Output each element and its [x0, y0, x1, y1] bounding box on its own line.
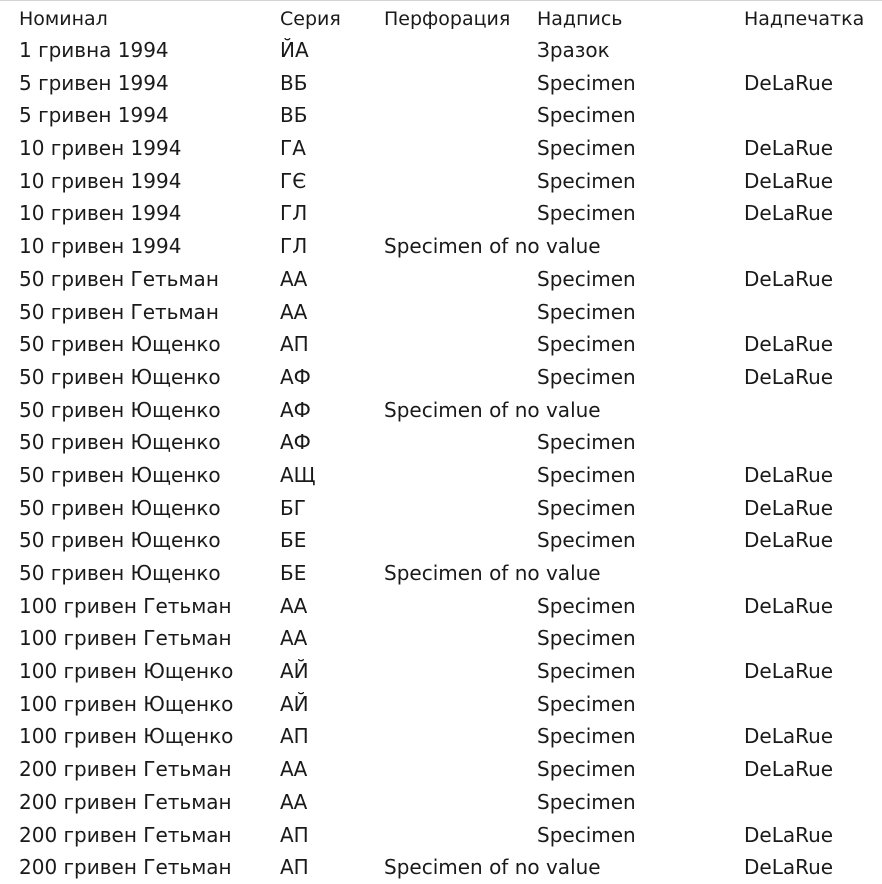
cell-nominal[interactable]: 50 гривен Ющенко — [19, 332, 221, 357]
cell-inscription[interactable]: Specimen — [537, 757, 636, 782]
cell-series[interactable]: АА — [280, 789, 308, 814]
cell-nominal[interactable]: 100 гривен Ющенко — [19, 691, 234, 716]
cell-inscription[interactable]: Specimen — [537, 103, 636, 128]
table-row — [0, 394, 882, 427]
cell-series[interactable]: АФ — [280, 364, 311, 389]
cell-overprint[interactable]: DeLaRue — [744, 528, 834, 553]
cell-series[interactable]: АА — [280, 593, 308, 618]
table-row — [0, 557, 882, 590]
cell-overprint[interactable]: DeLaRue — [744, 724, 834, 749]
cell-nominal[interactable]: 100 гривен Гетьман — [19, 593, 232, 618]
cell-overprint[interactable]: DeLaRue — [744, 495, 834, 520]
table-row — [0, 786, 882, 819]
cell-overprint[interactable]: DeLaRue — [744, 462, 834, 487]
header-series[interactable]: Серия — [280, 8, 341, 30]
cell-nominal[interactable]: 100 гривен Ющенко — [19, 724, 234, 749]
table-row — [0, 492, 882, 525]
cell-nominal[interactable]: 200 гривен Гетьман — [19, 855, 232, 880]
cell-nominal[interactable]: 10 гривен 1994 — [19, 201, 182, 226]
cell-nominal[interactable]: 50 гривен Гетьман — [19, 299, 219, 324]
cell-perforation[interactable]: Specimen of no value — [384, 855, 601, 880]
table-row — [0, 328, 882, 361]
cell-nominal[interactable]: 100 гривен Гетьман — [19, 626, 232, 651]
cell-inscription[interactable]: Specimen — [537, 528, 636, 553]
cell-overprint[interactable]: DeLaRue — [744, 266, 834, 291]
cell-nominal[interactable]: 200 гривен Гетьман — [19, 822, 232, 847]
cell-overprint[interactable]: DeLaRue — [744, 855, 834, 880]
table-row — [0, 67, 882, 100]
cell-series[interactable]: АП — [280, 332, 309, 357]
cell-inscription[interactable]: Specimen — [537, 332, 636, 357]
cell-series[interactable]: АЩ — [280, 462, 316, 487]
specimen-table — [0, 4, 882, 884]
cell-nominal[interactable]: 5 гривен 1994 — [19, 70, 169, 95]
cell-inscription[interactable]: Specimen — [537, 691, 636, 716]
table-row — [0, 459, 882, 492]
cell-nominal[interactable]: 50 гривен Ющенко — [19, 430, 221, 455]
table-body — [0, 34, 882, 884]
cell-overprint[interactable]: DeLaRue — [744, 70, 834, 95]
cell-inscription[interactable]: Specimen — [537, 495, 636, 520]
cell-series[interactable]: АЙ — [280, 659, 309, 684]
table-row — [0, 263, 882, 296]
cell-overprint[interactable]: DeLaRue — [744, 332, 834, 357]
cell-overprint[interactable]: DeLaRue — [744, 659, 834, 684]
table-row — [0, 197, 882, 230]
cell-series[interactable]: АФ — [280, 430, 311, 455]
table-row — [0, 622, 882, 655]
cell-inscription[interactable]: Specimen — [537, 659, 636, 684]
cell-overprint[interactable]: DeLaRue — [744, 201, 834, 226]
cell-series[interactable]: АА — [280, 299, 308, 324]
table-row — [0, 99, 882, 132]
cell-perforation[interactable]: Specimen of no value — [384, 397, 601, 422]
table-row — [0, 296, 882, 329]
cell-inscription[interactable]: Specimen — [537, 822, 636, 847]
table-row — [0, 655, 882, 688]
table-row — [0, 132, 882, 165]
table-row — [0, 753, 882, 786]
cell-nominal[interactable]: 50 гривен Ющенко — [19, 561, 221, 585]
header-perforation[interactable]: Перфорация — [384, 8, 511, 30]
cell-series[interactable]: ГЛ — [280, 201, 308, 226]
cell-inscription[interactable]: Specimen — [537, 462, 636, 487]
header-nominal[interactable]: Номинал — [19, 8, 108, 30]
header-inscription[interactable]: Надпись — [537, 8, 623, 30]
cell-inscription[interactable]: Specimen — [537, 593, 636, 618]
cell-series[interactable]: БГ — [280, 495, 306, 520]
cell-nominal[interactable]: 50 гривен Ющенко — [19, 364, 221, 389]
table-row — [0, 34, 882, 67]
table-row — [0, 688, 882, 721]
cell-nominal[interactable]: 10 гривен 1994 — [19, 234, 182, 259]
cell-series[interactable]: АА — [280, 757, 308, 782]
cell-inscription[interactable]: Specimen — [537, 626, 636, 651]
cell-nominal[interactable]: 50 гривен Ющенко — [19, 495, 221, 520]
table-header-row — [0, 4, 882, 34]
cell-inscription[interactable]: Зразок — [537, 38, 610, 62]
table-row — [0, 165, 882, 198]
cell-nominal[interactable]: 50 гривен Ющенко — [19, 462, 221, 487]
table-row — [0, 230, 882, 263]
cell-inscription[interactable]: Specimen — [537, 136, 636, 161]
cell-nominal[interactable]: 10 гривен 1994 — [19, 136, 182, 161]
cell-series[interactable]: ГЛ — [280, 234, 308, 259]
cell-series[interactable]: АП — [280, 855, 309, 880]
cell-series[interactable]: АП — [280, 724, 309, 749]
table-row — [0, 851, 882, 884]
cell-overprint[interactable]: DeLaRue — [744, 136, 834, 161]
cell-perforation[interactable]: Specimen of no value — [384, 234, 601, 259]
cell-inscription[interactable]: Specimen — [537, 168, 636, 193]
table-row — [0, 426, 882, 459]
table-row — [0, 590, 882, 623]
cell-series[interactable]: БЕ — [280, 561, 307, 585]
table-row — [0, 524, 882, 557]
cell-overprint[interactable]: DeLaRue — [744, 593, 834, 618]
cell-nominal[interactable]: 10 гривен 1994 — [19, 168, 182, 193]
cell-series[interactable]: ЙА — [280, 38, 309, 62]
cell-series[interactable]: ВБ — [280, 103, 308, 128]
cell-inscription[interactable]: Specimen — [537, 201, 636, 226]
cell-series[interactable]: АЙ — [280, 691, 309, 716]
cell-series[interactable]: АА — [280, 266, 308, 291]
cell-overprint[interactable]: DeLaRue — [744, 822, 834, 847]
cell-overprint[interactable]: DeLaRue — [744, 168, 834, 193]
cell-inscription[interactable]: Specimen — [537, 789, 636, 814]
cell-series[interactable]: АА — [280, 626, 308, 651]
cell-overprint[interactable]: DeLaRue — [744, 364, 834, 389]
table-row — [0, 720, 882, 753]
cell-inscription[interactable]: Specimen — [537, 266, 636, 291]
cell-nominal[interactable]: 50 гривен Гетьман — [19, 266, 219, 291]
cell-inscription[interactable]: Specimen — [537, 364, 636, 389]
cell-nominal[interactable]: 100 гривен Ющенко — [19, 659, 234, 684]
cell-series[interactable]: АП — [280, 822, 309, 847]
cell-nominal[interactable]: 50 гривен Ющенко — [19, 397, 221, 422]
cell-series[interactable]: ГЄ — [280, 168, 307, 193]
cell-series[interactable]: ГА — [280, 136, 306, 161]
cell-nominal[interactable]: 5 гривен 1994 — [19, 103, 169, 128]
cell-series[interactable]: БЕ — [280, 528, 307, 553]
cell-nominal[interactable]: 50 гривен Ющенко — [19, 528, 221, 553]
table-row — [0, 819, 882, 852]
cell-nominal[interactable]: 200 гривен Гетьман — [19, 789, 232, 814]
cell-overprint[interactable]: DeLaRue — [744, 757, 834, 782]
cell-nominal[interactable]: 1 гривна 1994 — [19, 38, 169, 62]
table-row — [0, 361, 882, 394]
cell-series[interactable]: АФ — [280, 397, 311, 422]
header-overprint[interactable]: Надпечатка — [744, 8, 865, 30]
cell-nominal[interactable]: 200 гривен Гетьман — [19, 757, 232, 782]
cell-inscription[interactable]: Specimen — [537, 430, 636, 455]
cell-perforation[interactable]: Specimen of no value — [384, 561, 601, 585]
cell-inscription[interactable]: Specimen — [537, 724, 636, 749]
cell-series[interactable]: ВБ — [280, 70, 308, 95]
cell-inscription[interactable]: Specimen — [537, 70, 636, 95]
cell-inscription[interactable]: Specimen — [537, 299, 636, 324]
